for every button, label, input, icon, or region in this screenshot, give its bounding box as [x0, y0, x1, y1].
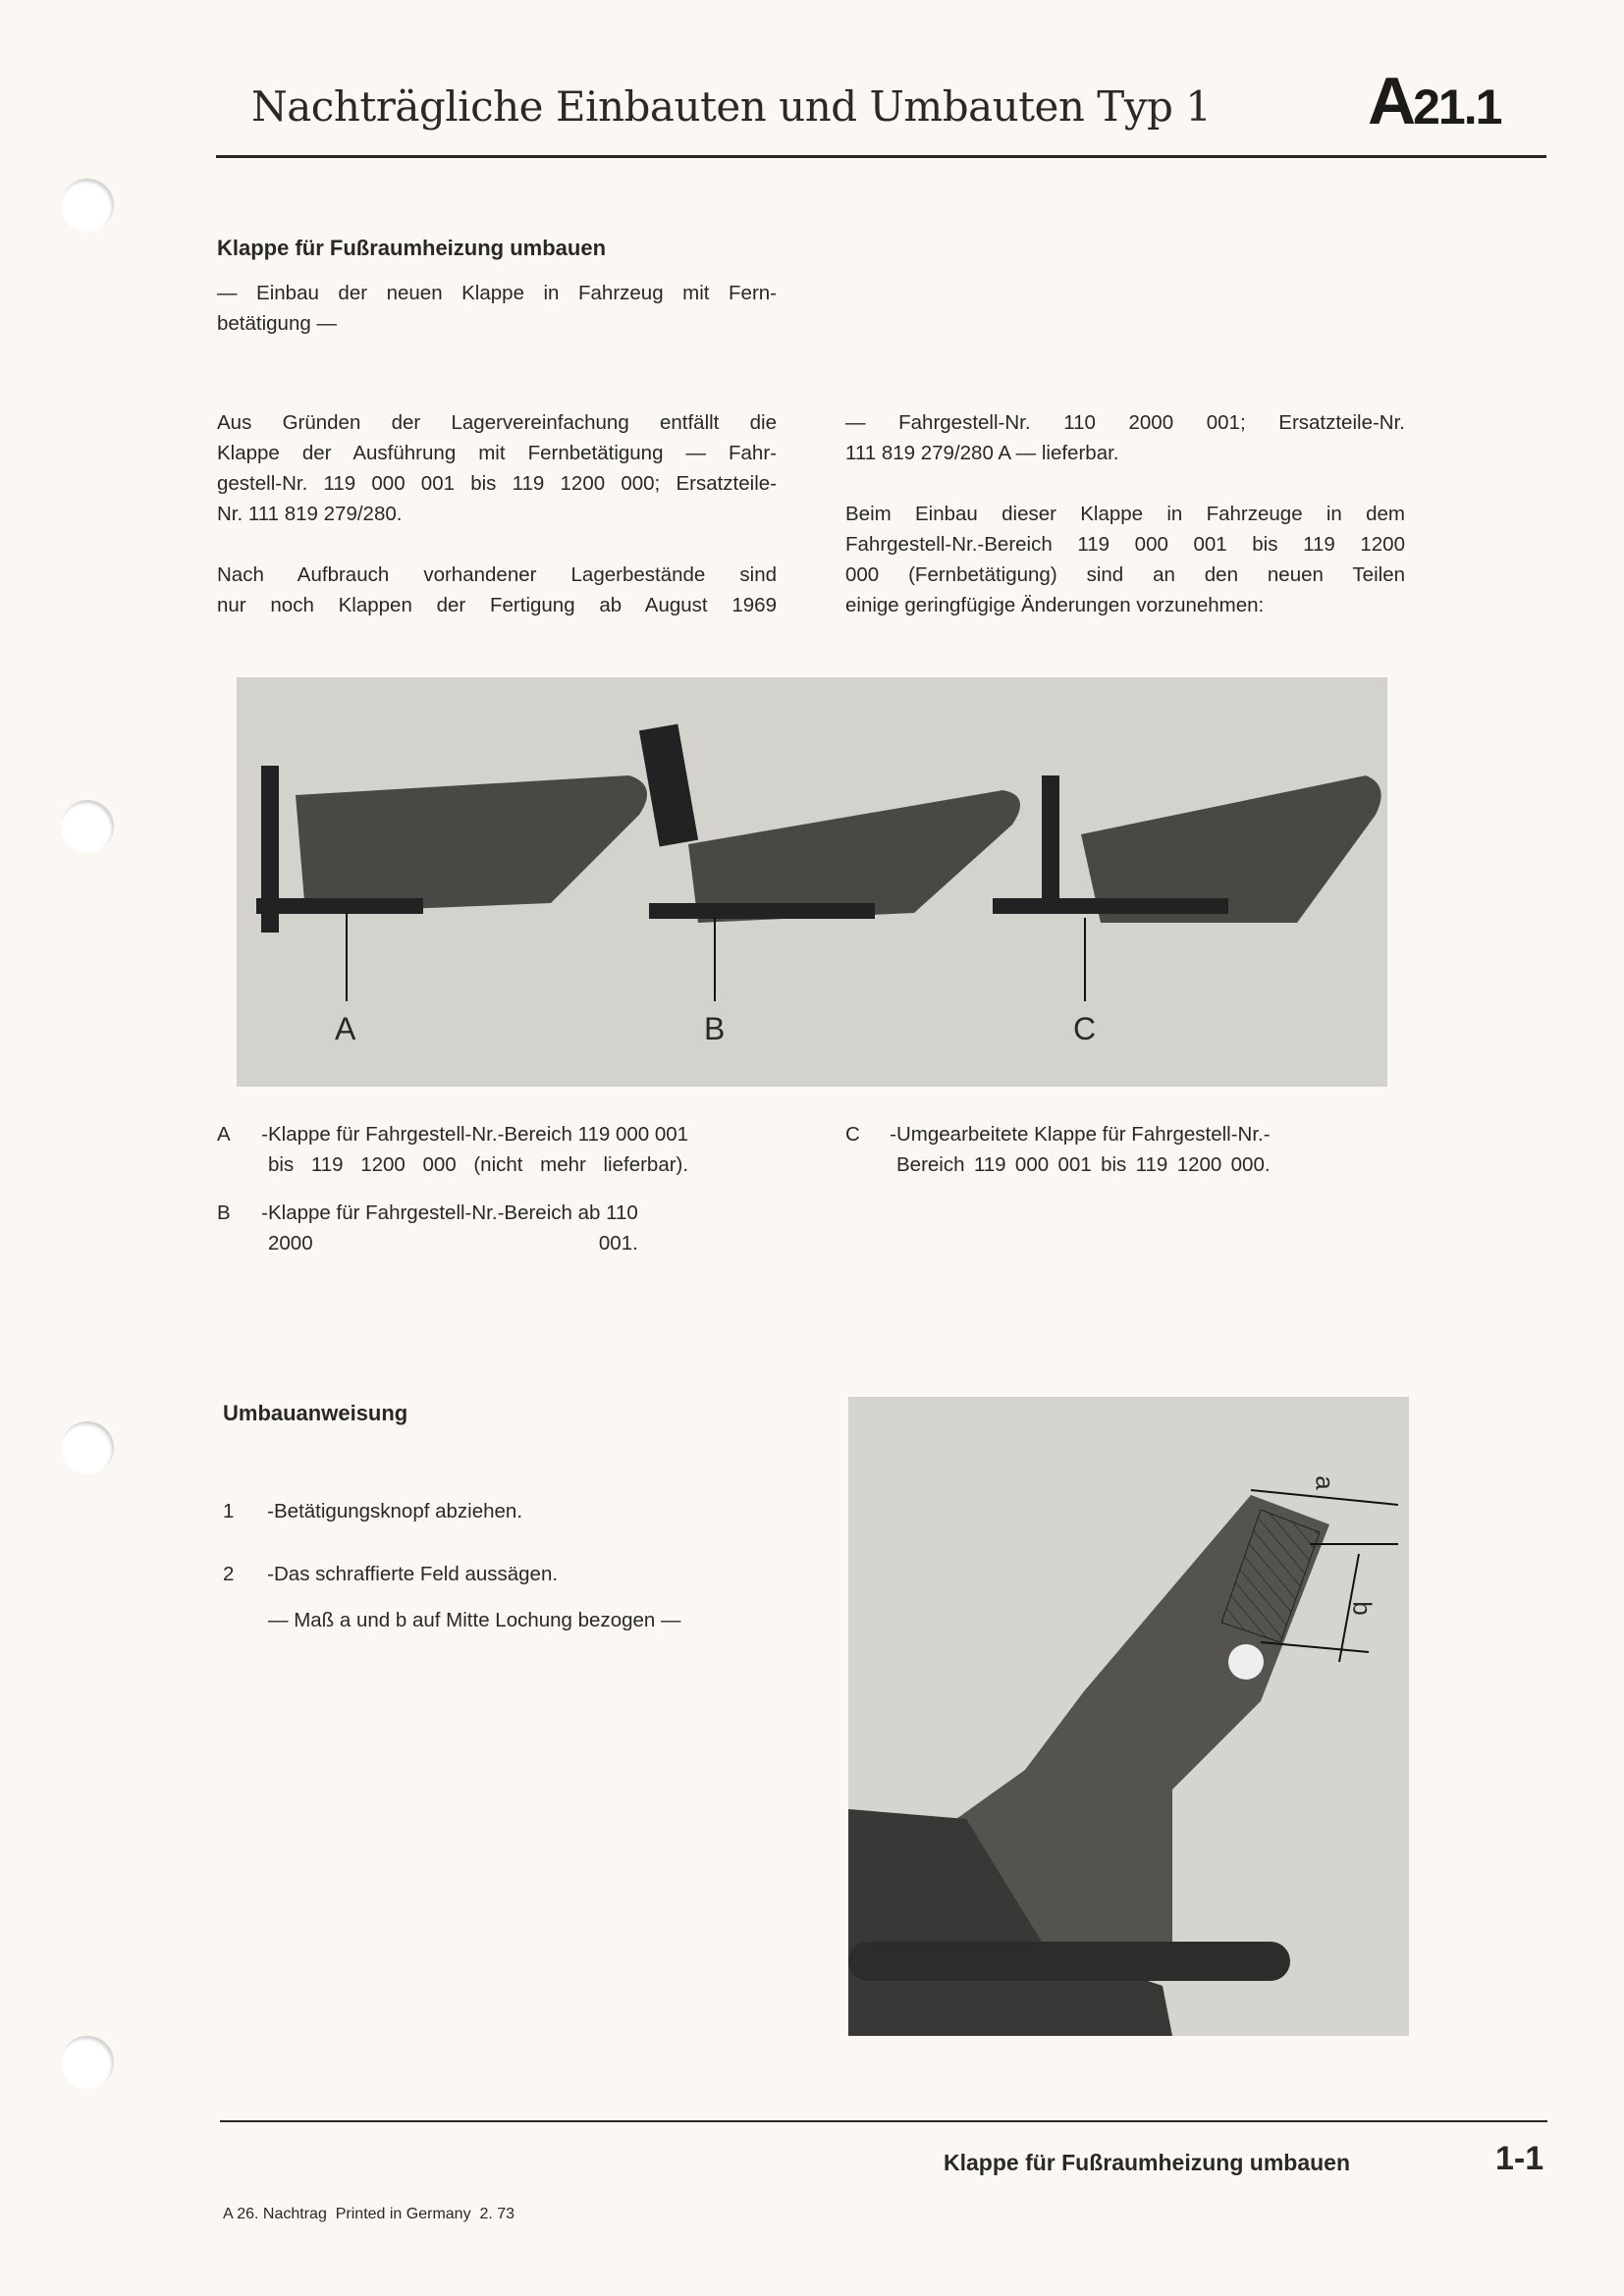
page-title: Nachträgliche Einbauten und Umbauten Typ 1 — [251, 82, 1212, 131]
punch-hole — [61, 800, 114, 853]
left-paragraph-1: Aus Gründen der Lagervereinfachung entfällt die Klappe der Ausführung mit Fernbetätigung — Fahr- gestell-Nr. 119 000 001 bis 119 1200 000; Ersatzteile- Nr. 111 819 279/280. — [217, 411, 777, 525]
punch-hole — [61, 2036, 114, 2089]
section-subtitle: — Einbau der neuen Klappe in Fahrzeug mit Fern- betätigung — — [217, 282, 777, 335]
dimension-label-b: b — [1347, 1601, 1378, 1616]
instruction-step: 2 - Das schraffierte Feld aussägen. — [223, 1563, 559, 1585]
figure-label-a: A — [335, 1011, 356, 1046]
instructions-heading: Umbauanweisung — [223, 1401, 408, 1425]
punch-hole — [61, 179, 114, 232]
left-paragraph-2: Nach Aufbrauch vorhandener Lagerbestände sind nur noch Klappen der Fertigung ab August 1969 — [217, 563, 777, 616]
instruction-step: 1 - Betätigungsknopf abziehen. — [223, 1500, 523, 1522]
section-heading: Klappe für Fußraumheizung umbauen — [217, 236, 607, 260]
right-paragraph-2: Beim Einbau dieser Klappe in Fahrzeuge in dem Fahrgestell-Nr.-Bereich 119 000 001 bis 119 1200 000 (Fernbetätigung) sind an den neuen Teilen einige geringfügige Änderungen vorzunehmen: — [845, 503, 1405, 616]
caption-a: A - Klappe für Fahrgestell-Nr.-Bereich 119 000 001 bis 119 1200 000 (nicht mehr lieferbar). — [217, 1123, 689, 1176]
figure-label-c: C — [1073, 1011, 1097, 1046]
right-paragraph-1: — Fahrgestell-Nr. 110 2000 001; Ersatzteile-Nr. 111 819 279/280 A — lieferbar. — [845, 411, 1405, 464]
figure-label-b: B — [704, 1011, 726, 1046]
dimension-label-a: a — [1310, 1475, 1340, 1490]
caption-c: C - Umgearbeitete Klappe für Fahrgestell-Nr.- Bereich 119 000 001 bis 119 1200 000. — [845, 1123, 1271, 1176]
footer-title: Klappe für Fußraumheizung umbauen — [944, 2150, 1351, 2175]
cutout-detail-photo — [848, 1397, 1409, 2036]
section-code: A21.1 — [1368, 64, 1501, 138]
footer-rule — [220, 2120, 1547, 2122]
flap-variants-photo — [237, 677, 1387, 1087]
page-number: 1-1 — [1495, 2140, 1544, 2177]
imprint: A 26. Nachtrag Printed in Germany 2. 73 — [223, 2206, 515, 2222]
caption-b: B - Klappe für Fahrgestell-Nr.-Bereich ab 110 2000 001. — [217, 1201, 638, 1255]
instruction-note: — Maß a und b auf Mitte Lochung bezogen — — [268, 1609, 681, 1631]
header-rule — [216, 155, 1546, 158]
punch-hole — [61, 1421, 114, 1474]
